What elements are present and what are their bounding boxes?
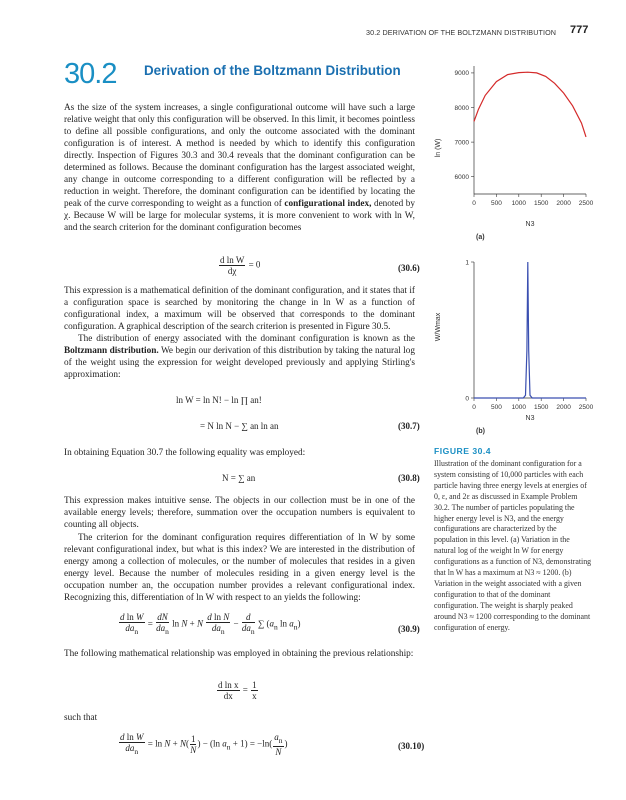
equation-30-7-label: (30.7) <box>398 421 420 431</box>
y-tick-label: 1 <box>465 259 469 267</box>
x-tick-label: 1000 <box>511 200 527 207</box>
equation-30-9-label: (30.9) <box>398 624 420 634</box>
y-tick-label: 0 <box>465 395 469 403</box>
x-tick-label: 1500 <box>533 404 549 411</box>
paragraph-4: In obtaining Equation 30.7 the following equality was employed: <box>64 448 306 458</box>
paragraph-5: This expression makes intuitive sense. The objects in our collection must be in one of the available energy levels; therefore, summation over the occupation numbers is equivalent to counting all objects. <box>64 496 415 531</box>
y-tick-label: 8000 <box>454 104 469 112</box>
x-tick-label: 1000 <box>511 404 527 411</box>
paragraph-6: The criterion for the dominant configuration requires differentiation of ln W by some relevant configurational index, but what is this index? We are interested in the distribution of energy among a collection of molecules, or the number of molecules that resides in a given energy level. Because the number of molecules residing in a given energy level is the occupation number an, the occupation number provides a relevant configurational index. Recognizing this, differentiation of ln W with respect to an yields the following: <box>64 533 415 604</box>
data-series-line <box>474 72 586 137</box>
panel-b-ylabel: W/Wmax <box>435 312 442 342</box>
y-tick-label: 9000 <box>454 70 469 78</box>
x-tick-label: 1500 <box>533 200 549 207</box>
section-title: Derivation of the Boltzmann Distribution <box>144 63 401 78</box>
paragraph-1: As the size of the system increases, a single configurational outcome will have such a large relative weight that only this configuration will be observed. In this limit, it becomes pointless to define all possible configurations, and only the outcome associated with the dominant configuration is of interest. A method is needed by which to identify this configuration directly. Inspection of Figures 30.3 and 30.4 reveals that the dominant configuration can be determined as follows. Because the dominant configuration has the largest associated weight, any change in outcome corresponding to a different configuration will be reflected by a reduction in weight. Therefore, the dominant configuration can be identified by locating the peak of the curve corresponding to weight as a function of configurational index, denoted by χ. Because W will be large for molecular systems, it is more convenient to work with ln W, and the search criterion for the dominant configuration becomes <box>64 103 415 234</box>
x-tick-label: 500 <box>490 200 502 207</box>
paragraph-8: such that <box>64 713 98 723</box>
equation-30-6-label: (30.6) <box>398 263 420 273</box>
x-tick-label: 0 <box>472 200 476 207</box>
x-tick-label: 2500 <box>578 404 594 411</box>
panel-a-xlabel: N3 <box>525 221 535 228</box>
x-tick-label: 2500 <box>578 200 594 207</box>
figure-panel-a <box>428 58 608 248</box>
equation-30-8-label: (30.8) <box>398 473 420 483</box>
equation-30-10: d ln W $da_n$ = ln N + N( $\frac{1}{N}$ ) − (ln $a_n + 1) = -\ln$( $\frac{a_n}{N}$ ) <box>120 732 288 757</box>
data-series-line <box>474 262 586 398</box>
x-tick-label: 2000 <box>556 404 571 411</box>
panel-b-label: (b) <box>476 428 485 435</box>
panel-b-xlabel: N3 <box>525 415 535 422</box>
y-tick-label: 7000 <box>454 139 469 147</box>
equation-30-6: $\frac{\text{d ln W}}{d\chi}$ = 0 <box>220 255 261 276</box>
equation-30-10-label: (30.10) <box>398 741 425 751</box>
paragraph-3: The distribution of energy associated with the dominant configuration is known as the Boltzmann distribution. We begin our derivation of this distribution by taking the natural log of the weight using the expression for weight developed previously and applying Stirling's approximation: <box>64 334 415 381</box>
equation-dlnx: $\frac{\text{d ln x}}{dx}$ = $\frac{1}{x}$ <box>218 680 257 701</box>
x-tick-label: 500 <box>490 404 502 411</box>
panel-a-ylabel: ln (W) <box>435 138 442 158</box>
page-number: 777 <box>570 24 589 36</box>
x-tick-label: 0 <box>472 404 476 411</box>
paragraph-7: The following mathematical relationship was employed in obtaining the previous relationship: <box>64 649 414 659</box>
equation-30-7-line2: = N ln N − ∑ an ln an <box>200 421 279 431</box>
panel-a-label: (a) <box>476 234 485 241</box>
equation-30-8: N = ∑ an <box>222 473 256 483</box>
equation-30-7-line1: ln W = ln N! − ln ∏ an! <box>176 395 262 405</box>
x-tick-label: 2000 <box>556 200 571 207</box>
figure-panel-b <box>428 252 608 442</box>
figure-caption: Illustration of the dominant configuration for a system consisting of 10,000 particles with each particle having three energy levels at energies of 0, ε, and 2ε as discussed in Example Problem 30.2. The number of particles populating the higher energy level is N3, and the energy configurations are characterized by the population in this level. (a) Variation in the natural log of the weight ln W for energy configurations as a function of N3, demonstrating that ln W has a maximum at N3 ≈ 1200. (b) Variation in the weight associated with a given configuration to that of the dominant configuration. The weight is sharply peaked around N3 ≈ 1200 corresponding to the dominant configuration of energy. <box>434 459 592 632</box>
y-tick-label: 6000 <box>454 174 469 182</box>
paragraph-2: This expression is a mathematical definition of the dominant configuration, and it states that if a configuration space is searched by monitoring the change in ln W as a function of configurational index, a maximum will be observed that corresponds to the dominant configuration. A graphical description of the search criterion is presented in Figure 30.5. <box>64 286 415 333</box>
figure-label: FIGURE 30.4 <box>434 446 492 456</box>
running-title: 30.2 DERIVATION OF THE BOLTZMANN DISTRIBUTION <box>366 28 557 37</box>
equation-30-9: d ln W $da_n$ = dN $da_n$ ln N + N d ln N $da_n$ − d $da_n$ ∑ ($a_n$ $\ln a_n$) <box>120 612 301 636</box>
section-number: 30.2 <box>64 58 117 90</box>
